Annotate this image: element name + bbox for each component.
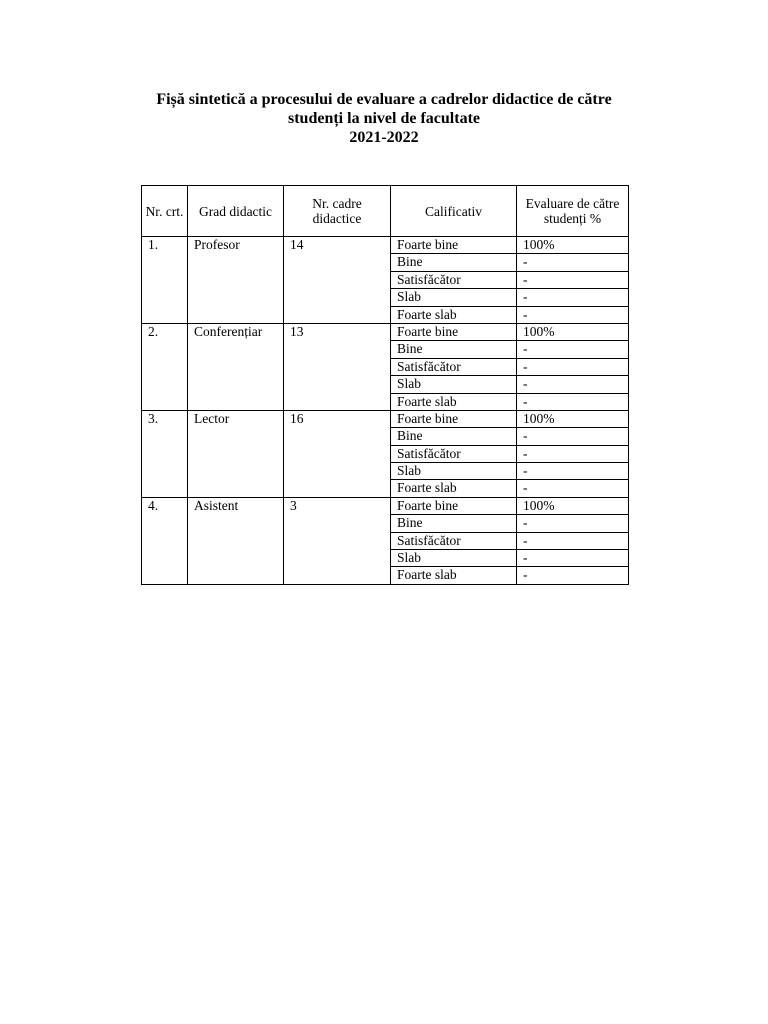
cell-calificativ: Foarte bine	[391, 410, 517, 427]
cell-evaluare: -	[517, 271, 629, 288]
cell-grad: Conferențiar	[188, 323, 284, 410]
cell-calificativ: Slab	[391, 376, 517, 393]
cell-calificativ: Foarte slab	[391, 306, 517, 323]
cell-calificativ: Foarte slab	[391, 393, 517, 410]
cell-evaluare: -	[517, 376, 629, 393]
table-row	[142, 410, 629, 427]
cell-nr: 4.	[142, 497, 188, 584]
cell-evaluare: -	[517, 515, 629, 532]
header-calificativ: Calificativ	[391, 186, 517, 237]
table-row	[142, 497, 629, 514]
cell-calificativ: Foarte bine	[391, 497, 517, 514]
cell-evaluare: -	[517, 341, 629, 358]
cell-evaluare: -	[517, 393, 629, 410]
cell-evaluare: -	[517, 532, 629, 549]
cell-calificativ: Foarte slab	[391, 567, 517, 584]
cell-calificativ: Bine	[391, 515, 517, 532]
table-row	[142, 323, 629, 340]
cell-calificativ: Foarte slab	[391, 480, 517, 497]
cell-evaluare: -	[517, 254, 629, 271]
cell-grad: Asistent	[188, 497, 284, 584]
cell-cadre: 14	[284, 237, 391, 324]
header-nr-crt: Nr. crt.	[142, 186, 188, 237]
cell-grad: Profesor	[188, 237, 284, 324]
cell-evaluare: 100%	[517, 410, 629, 427]
cell-grad: Lector	[188, 410, 284, 497]
table-body	[142, 237, 629, 585]
cell-evaluare: 100%	[517, 497, 629, 514]
cell-calificativ: Foarte bine	[391, 323, 517, 340]
table-row	[142, 237, 629, 254]
cell-evaluare: -	[517, 306, 629, 323]
table-header-row	[142, 186, 629, 237]
cell-evaluare: -	[517, 289, 629, 306]
cell-evaluare: -	[517, 550, 629, 567]
cell-calificativ: Satisfăcător	[391, 271, 517, 288]
header-nr-cadre: Nr. cadre didactice	[284, 186, 391, 237]
cell-evaluare: 100%	[517, 323, 629, 340]
title-line-3: 2021-2022	[349, 129, 419, 146]
cell-evaluare: 100%	[517, 237, 629, 254]
cell-calificativ: Foarte bine	[391, 237, 517, 254]
cell-evaluare: -	[517, 428, 629, 445]
title-line-2: studenți la nivel de facultate	[288, 110, 480, 127]
header-grad-didactic: Grad didactic	[188, 186, 284, 237]
cell-cadre: 16	[284, 410, 391, 497]
cell-nr: 1.	[142, 237, 188, 324]
cell-nr: 2.	[142, 323, 188, 410]
cell-calificativ: Slab	[391, 289, 517, 306]
header-evaluare: Evaluare de către studenți %	[517, 186, 629, 237]
cell-calificativ: Bine	[391, 341, 517, 358]
cell-calificativ: Slab	[391, 550, 517, 567]
cell-calificativ: Satisfăcător	[391, 358, 517, 375]
cell-calificativ: Satisfăcător	[391, 445, 517, 462]
cell-cadre: 13	[284, 323, 391, 410]
cell-evaluare: -	[517, 480, 629, 497]
cell-calificativ: Bine	[391, 254, 517, 271]
cell-evaluare: -	[517, 445, 629, 462]
evaluation-table	[141, 185, 629, 585]
cell-calificativ: Satisfăcător	[391, 532, 517, 549]
cell-calificativ: Bine	[391, 428, 517, 445]
cell-evaluare: -	[517, 463, 629, 480]
document-title	[0, 90, 768, 147]
cell-cadre: 3	[284, 497, 391, 584]
cell-evaluare: -	[517, 567, 629, 584]
cell-nr: 3.	[142, 410, 188, 497]
cell-evaluare: -	[517, 358, 629, 375]
title-line-1: Fișă sintetică a procesului de evaluare a cadrelor didactice de către	[156, 91, 612, 108]
cell-calificativ: Slab	[391, 463, 517, 480]
